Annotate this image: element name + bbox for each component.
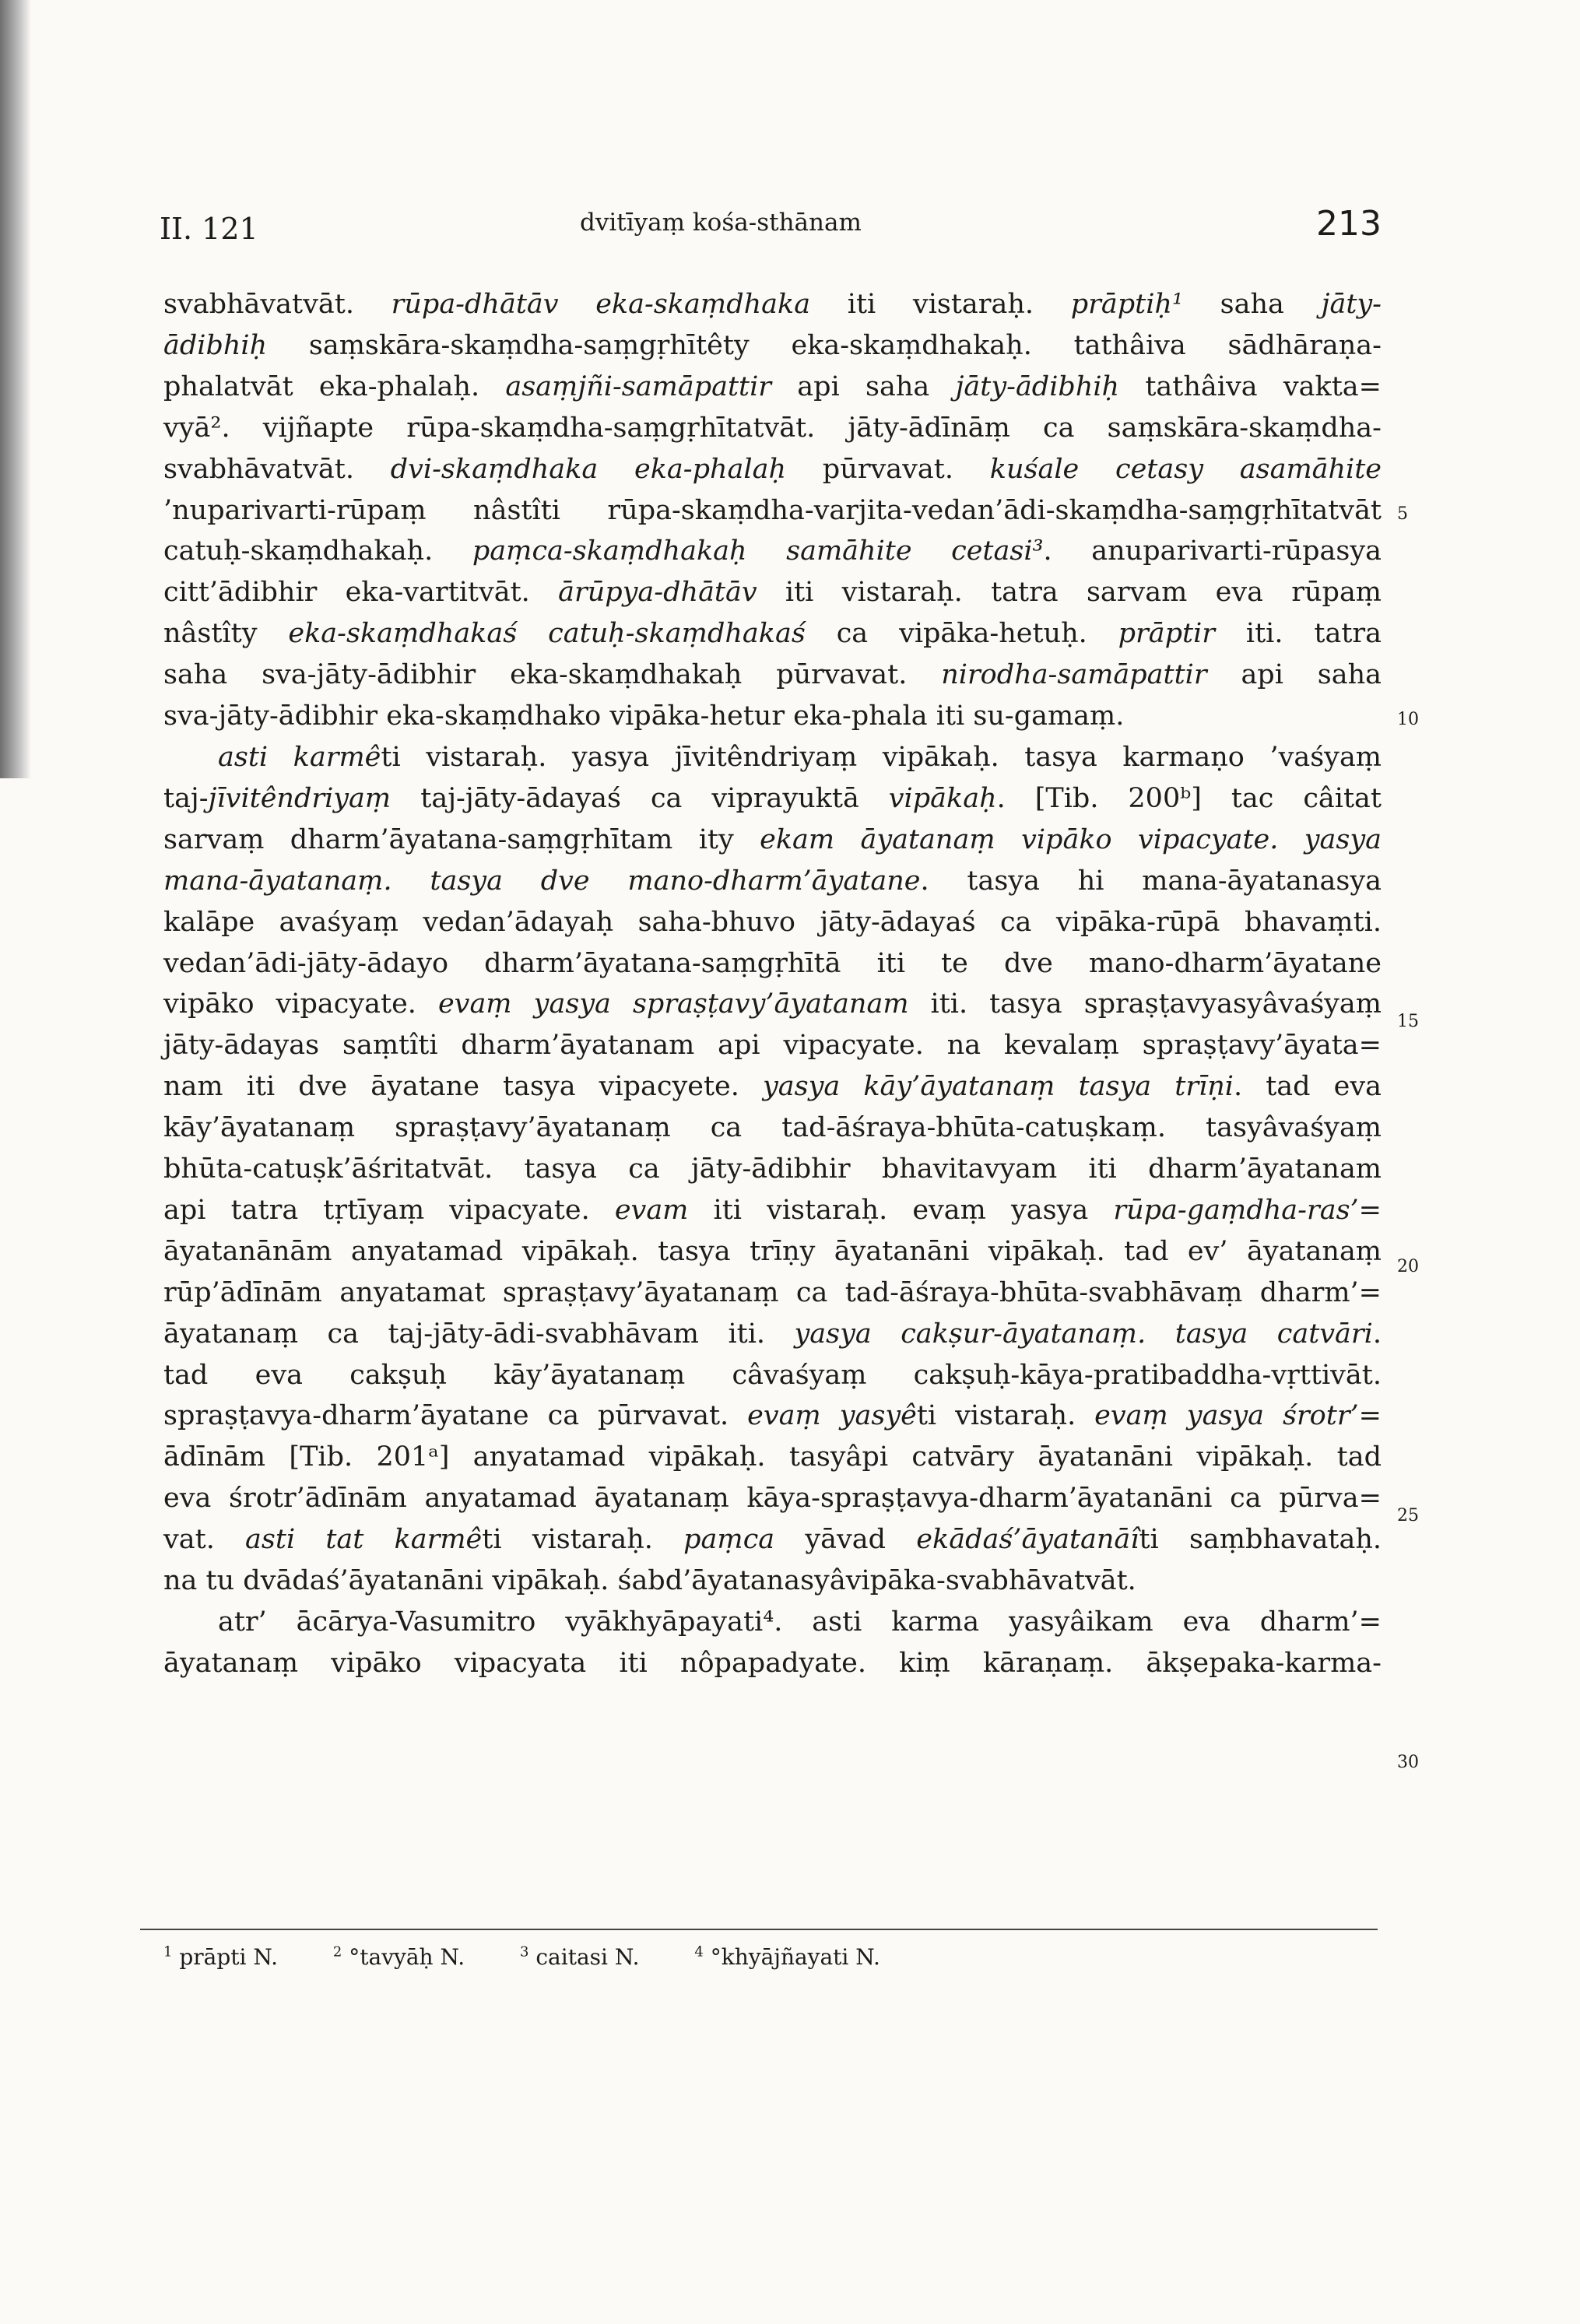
italic-text-segment: jāty-ādibhiḥ [955, 370, 1120, 402]
text-segment: spraṣṭavya-dharm’āyatane ca pūrvavat. [163, 1400, 748, 1432]
text-segment: vipāko vipacyate. [163, 988, 438, 1020]
italic-text-segment: rūpa-dhātāv eka-skaṃdhaka [391, 289, 811, 320]
text-line [163, 943, 1382, 985]
main-text-block [163, 284, 1382, 1684]
text-segment: ti vistaraḥ. [916, 1400, 1095, 1432]
italic-text-segment: prāptir [1118, 618, 1216, 650]
text-segment: jāty-ādayas saṃtîti dharm’āyatanam api vipacyate. na kevalaṃ spraṣṭavy’āyata= [163, 1030, 1382, 1062]
page-number: 213 [1316, 204, 1382, 244]
text-line [163, 655, 1382, 696]
text-segment: sarvaṃ dharm’āyatana-saṃgṛhītam ity [163, 823, 760, 855]
italic-text-segment: asti tat karmê [245, 1524, 483, 1556]
text-line [163, 1560, 1382, 1602]
text-line [163, 1602, 1382, 1643]
text-segment: rūp’ādīnām anyatamat spraṣṭavy’āyatanaṃ ca tad-āśraya-bhūta-svabhāvaṃ dharm’= [163, 1276, 1382, 1308]
text-segment: saṃskāra-skaṃdha-saṃgṛhītêty eka-skaṃdhakaḥ. tathâiva sādhāraṇa- [267, 329, 1382, 361]
italic-text-segment: ādibhiḥ [163, 329, 268, 361]
text-line [163, 902, 1382, 943]
text-segment: iti. tatra [1215, 618, 1382, 650]
text-segment: ’nuparivarti-rūpaṃ nâstîti rūpa-skaṃdha-varjita-vedan’ādi-skaṃdha-saṃgṛhītatvāt [163, 494, 1382, 526]
text-segment: pūrvavat. [786, 453, 990, 485]
italic-text-segment: nirodha-samāpattir [941, 659, 1207, 691]
text-segment: . anuparivarti-rūpasya [1043, 535, 1382, 567]
text-segment: vyā². vijñapte rūpa-skaṃdha-saṃgṛhītatvāt. jāty-ādīnāṃ ca saṃskāra-skaṃdha- [163, 412, 1382, 444]
text-segment: svabhāvatvāt. [163, 289, 391, 320]
text-line [163, 1314, 1382, 1355]
footnote: $^4$ °khyājñayati N. [694, 1944, 880, 1971]
italic-text-segment: paṃca [683, 1524, 775, 1556]
italic-text-segment: evam [614, 1194, 689, 1226]
italic-text-segment: yasya cakṣur-āyatanaṃ. tasya catvāri [794, 1318, 1373, 1350]
running-header [160, 204, 1382, 258]
italic-text-segment: yasya kāy’āyatanaṃ tasya trīṇi [763, 1071, 1234, 1103]
text-line [163, 1437, 1382, 1478]
scanned-page-edge [0, 0, 31, 778]
italic-text-segment: asti karmê [218, 741, 381, 773]
text-segment: āyatanaṃ ca taj-jāty-ādi-svabhāvam iti. [163, 1318, 795, 1350]
text-segment: na tu dvādaś’āyatanāni vipākaḥ. śabd’āyatanasyâvipāka-svabhāvatvāt. [163, 1565, 1136, 1597]
text-segment: api saha [1206, 659, 1382, 691]
text-segment: api saha [771, 370, 956, 402]
text-line [163, 1066, 1382, 1108]
footnote: $^3$ caitasi N. [520, 1944, 640, 1971]
text-segment: kāy’āyatanaṃ spraṣṭavy’āyatanaṃ ca tad-āśraya-bhūta-catuṣkaṃ. tasyâvaśyaṃ [163, 1112, 1382, 1144]
text-segment: eva śrotr’ādīnām anyatamad āyatanaṃ kāya-spraṣṭavya-dharm’āyatanāni ca pūrva= [163, 1483, 1382, 1515]
italic-text-segment: vipākaḥ [888, 782, 997, 814]
italic-text-segment: evaṃ yasya śrotr’= [1094, 1400, 1382, 1432]
italic-text-segment: ārūpya-dhātāv [558, 577, 757, 609]
text-segment: ādīnām [Tib. 201ᵃ] anyatamad vipākaḥ. tasyâpi catvāry āyatanāni vipākaḥ. tad [163, 1441, 1382, 1473]
text-line [163, 284, 1382, 325]
text-line [163, 367, 1382, 408]
text-segment: ca vipāka-hetuḥ. [805, 618, 1118, 650]
italic-text-segment: ekādaś’āyatanāî [916, 1524, 1139, 1556]
text-segment: iti vistaraḥ. [810, 289, 1071, 320]
footnote: $^2$ °tavyāḥ N. [332, 1944, 465, 1971]
text-segment: nâstîty [163, 618, 289, 650]
italic-text-segment: kuśale cetasy asamāhite [989, 453, 1382, 485]
italic-text-segment: eka-skaṃdhakaś catuḥ-skaṃdhakaś [288, 618, 806, 650]
text-segment: kalāpe avaśyaṃ vedan’ādayaḥ saha-bhuvo jāty-ādayaś ca vipāka-rūpā bhavaṃti. [163, 906, 1382, 938]
text-line [163, 613, 1382, 655]
text-line [163, 449, 1382, 490]
italic-text-segment: evaṃ yasya spraṣṭavy’āyatanam [437, 988, 909, 1020]
footnotes [163, 1944, 929, 1970]
text-segment: āyatanaṃ vipāko vipacyata iti nôpapadyate. kiṃ kāraṇaṃ. ākṣepaka-karma- [163, 1647, 1382, 1679]
text-line [163, 408, 1382, 449]
italic-text-segment: jāty- [1321, 289, 1382, 320]
text-segment: taj- [163, 782, 209, 814]
text-line [163, 1108, 1382, 1149]
italic-text-segment: asaṃjñi-samāpattir [505, 370, 772, 402]
text-segment: iti vistaraḥ. evaṃ yasya [688, 1194, 1114, 1226]
text-segment: taj-jāty-ādayaś ca viprayuktā [391, 782, 889, 814]
text-segment: vedan’ādi-jāty-ādayo dharm’āyatana-saṃgṛhītā iti te dve mano-dharm’āyatane [163, 947, 1382, 979]
text-segment: . tasya hi mana-āyatanasya [920, 865, 1382, 897]
line-number-marker: 10 [1397, 710, 1419, 729]
italic-text-segment: mana-āyatanaṃ. tasya dve mano-dharm’āyatane [163, 865, 921, 897]
text-line [163, 490, 1382, 532]
text-line [163, 696, 1382, 737]
text-segment: . [Tib. 200ᵇ] tac câitat [996, 782, 1382, 814]
italic-text-segment: jīvitêndriyaṃ [208, 782, 391, 814]
footnote: $^1$ prāpti N. [163, 1944, 279, 1971]
italic-text-segment: paṃca-skaṃdhakaḥ samāhite cetasi³ [472, 535, 1044, 567]
text-segment: atr’ ācārya-Vasumitro vyākhyāpayati⁴. asti karma yasyâikam eva dharm’= [218, 1606, 1382, 1638]
italic-text-segment: prāptiḥ¹ [1070, 289, 1183, 320]
text-line [163, 1355, 1382, 1396]
line-number-marker: 25 [1397, 1506, 1419, 1525]
text-segment: citt’ādibhir eka-vartitvāt. [163, 577, 559, 609]
text-line [163, 820, 1382, 861]
text-line [163, 1478, 1382, 1519]
text-segment: ti vistaraḥ. yasya jīvitêndriyaṃ vipākaḥ. tasya karmaṇo ’vaśyaṃ [381, 741, 1382, 773]
text-segment: svabhāvatvāt. [163, 453, 391, 485]
italic-text-segment: rūpa-gaṃdha-ras’= [1113, 1194, 1382, 1226]
text-segment: api tatra tṛtīyaṃ vipacyate. [163, 1194, 615, 1226]
footnote-rule [140, 1929, 1378, 1930]
text-line [163, 1519, 1382, 1560]
text-segment: tathâiva vakta= [1119, 370, 1382, 402]
text-segment: saha [1182, 289, 1322, 320]
text-line [163, 1149, 1382, 1190]
text-segment: iti vistaraḥ. tatra sarvam eva rūpaṃ [757, 577, 1382, 609]
text-segment: yāvad [774, 1524, 917, 1556]
italic-text-segment: ekam āyatanaṃ vipāko vipacyate. yasya [760, 823, 1382, 855]
text-line [163, 531, 1382, 572]
text-line [163, 1643, 1382, 1684]
text-line [163, 1190, 1382, 1231]
text-line [163, 1395, 1382, 1437]
text-segment: catuḥ-skaṃdhakaḥ. [163, 535, 472, 567]
line-number-marker: 5 [1397, 504, 1408, 524]
text-segment: bhūta-catuṣk’āśritatvāt. tasya ca jāty-ādibhir bhavitavyam iti dharm’āyatanam [163, 1153, 1382, 1185]
text-segment: nam iti dve āyatane tasya vipacyete. [163, 1071, 763, 1103]
text-segment: saha sva-jāty-ādibhir eka-skaṃdhakaḥ pūrvavat. [163, 659, 942, 691]
line-number-marker: 30 [1397, 1753, 1419, 1772]
text-line [163, 984, 1382, 1025]
text-segment: iti. tasya spraṣṭavyasyâvaśyaṃ [908, 988, 1382, 1020]
text-line [163, 861, 1382, 902]
running-title: dvitīyaṃ kośa-sthānam [580, 209, 862, 237]
text-segment: ti vistaraḥ. [482, 1524, 684, 1556]
line-number-marker: 20 [1397, 1257, 1419, 1276]
italic-text-segment: dvi-skaṃdhaka eka-phalaḥ [390, 453, 787, 485]
text-line [163, 1231, 1382, 1273]
italic-text-segment: evaṃ yasyê [747, 1400, 917, 1432]
line-number-marker: 15 [1397, 1012, 1419, 1031]
text-segment: āyatanānām anyatamad vipākaḥ. tasya trīṇy āyatanāni vipākaḥ. tad ev’ āyatanaṃ [163, 1235, 1382, 1267]
text-line [163, 1025, 1382, 1066]
text-segment: ti saṃbhavataḥ. [1139, 1524, 1382, 1556]
text-segment: sva-jāty-ādibhir eka-skaṃdhako vipāka-hetur eka-phala iti su-gamaṃ. [163, 700, 1125, 732]
text-line [163, 737, 1382, 778]
text-line [163, 778, 1382, 820]
text-line [163, 1273, 1382, 1314]
text-segment: phalatvāt eka-phalaḥ. [163, 370, 506, 402]
text-segment: tad eva cakṣuḥ kāy’āyatanaṃ câvaśyaṃ cakṣuḥ-kāya-pratibaddha-vṛttivāt. [163, 1359, 1382, 1391]
section-reference: II. 121 [160, 212, 258, 246]
text-segment: . tad eva [1233, 1071, 1382, 1103]
text-line [163, 572, 1382, 613]
text-line [163, 325, 1382, 367]
text-segment: . [1372, 1318, 1382, 1350]
text-segment: vat. [163, 1524, 246, 1556]
